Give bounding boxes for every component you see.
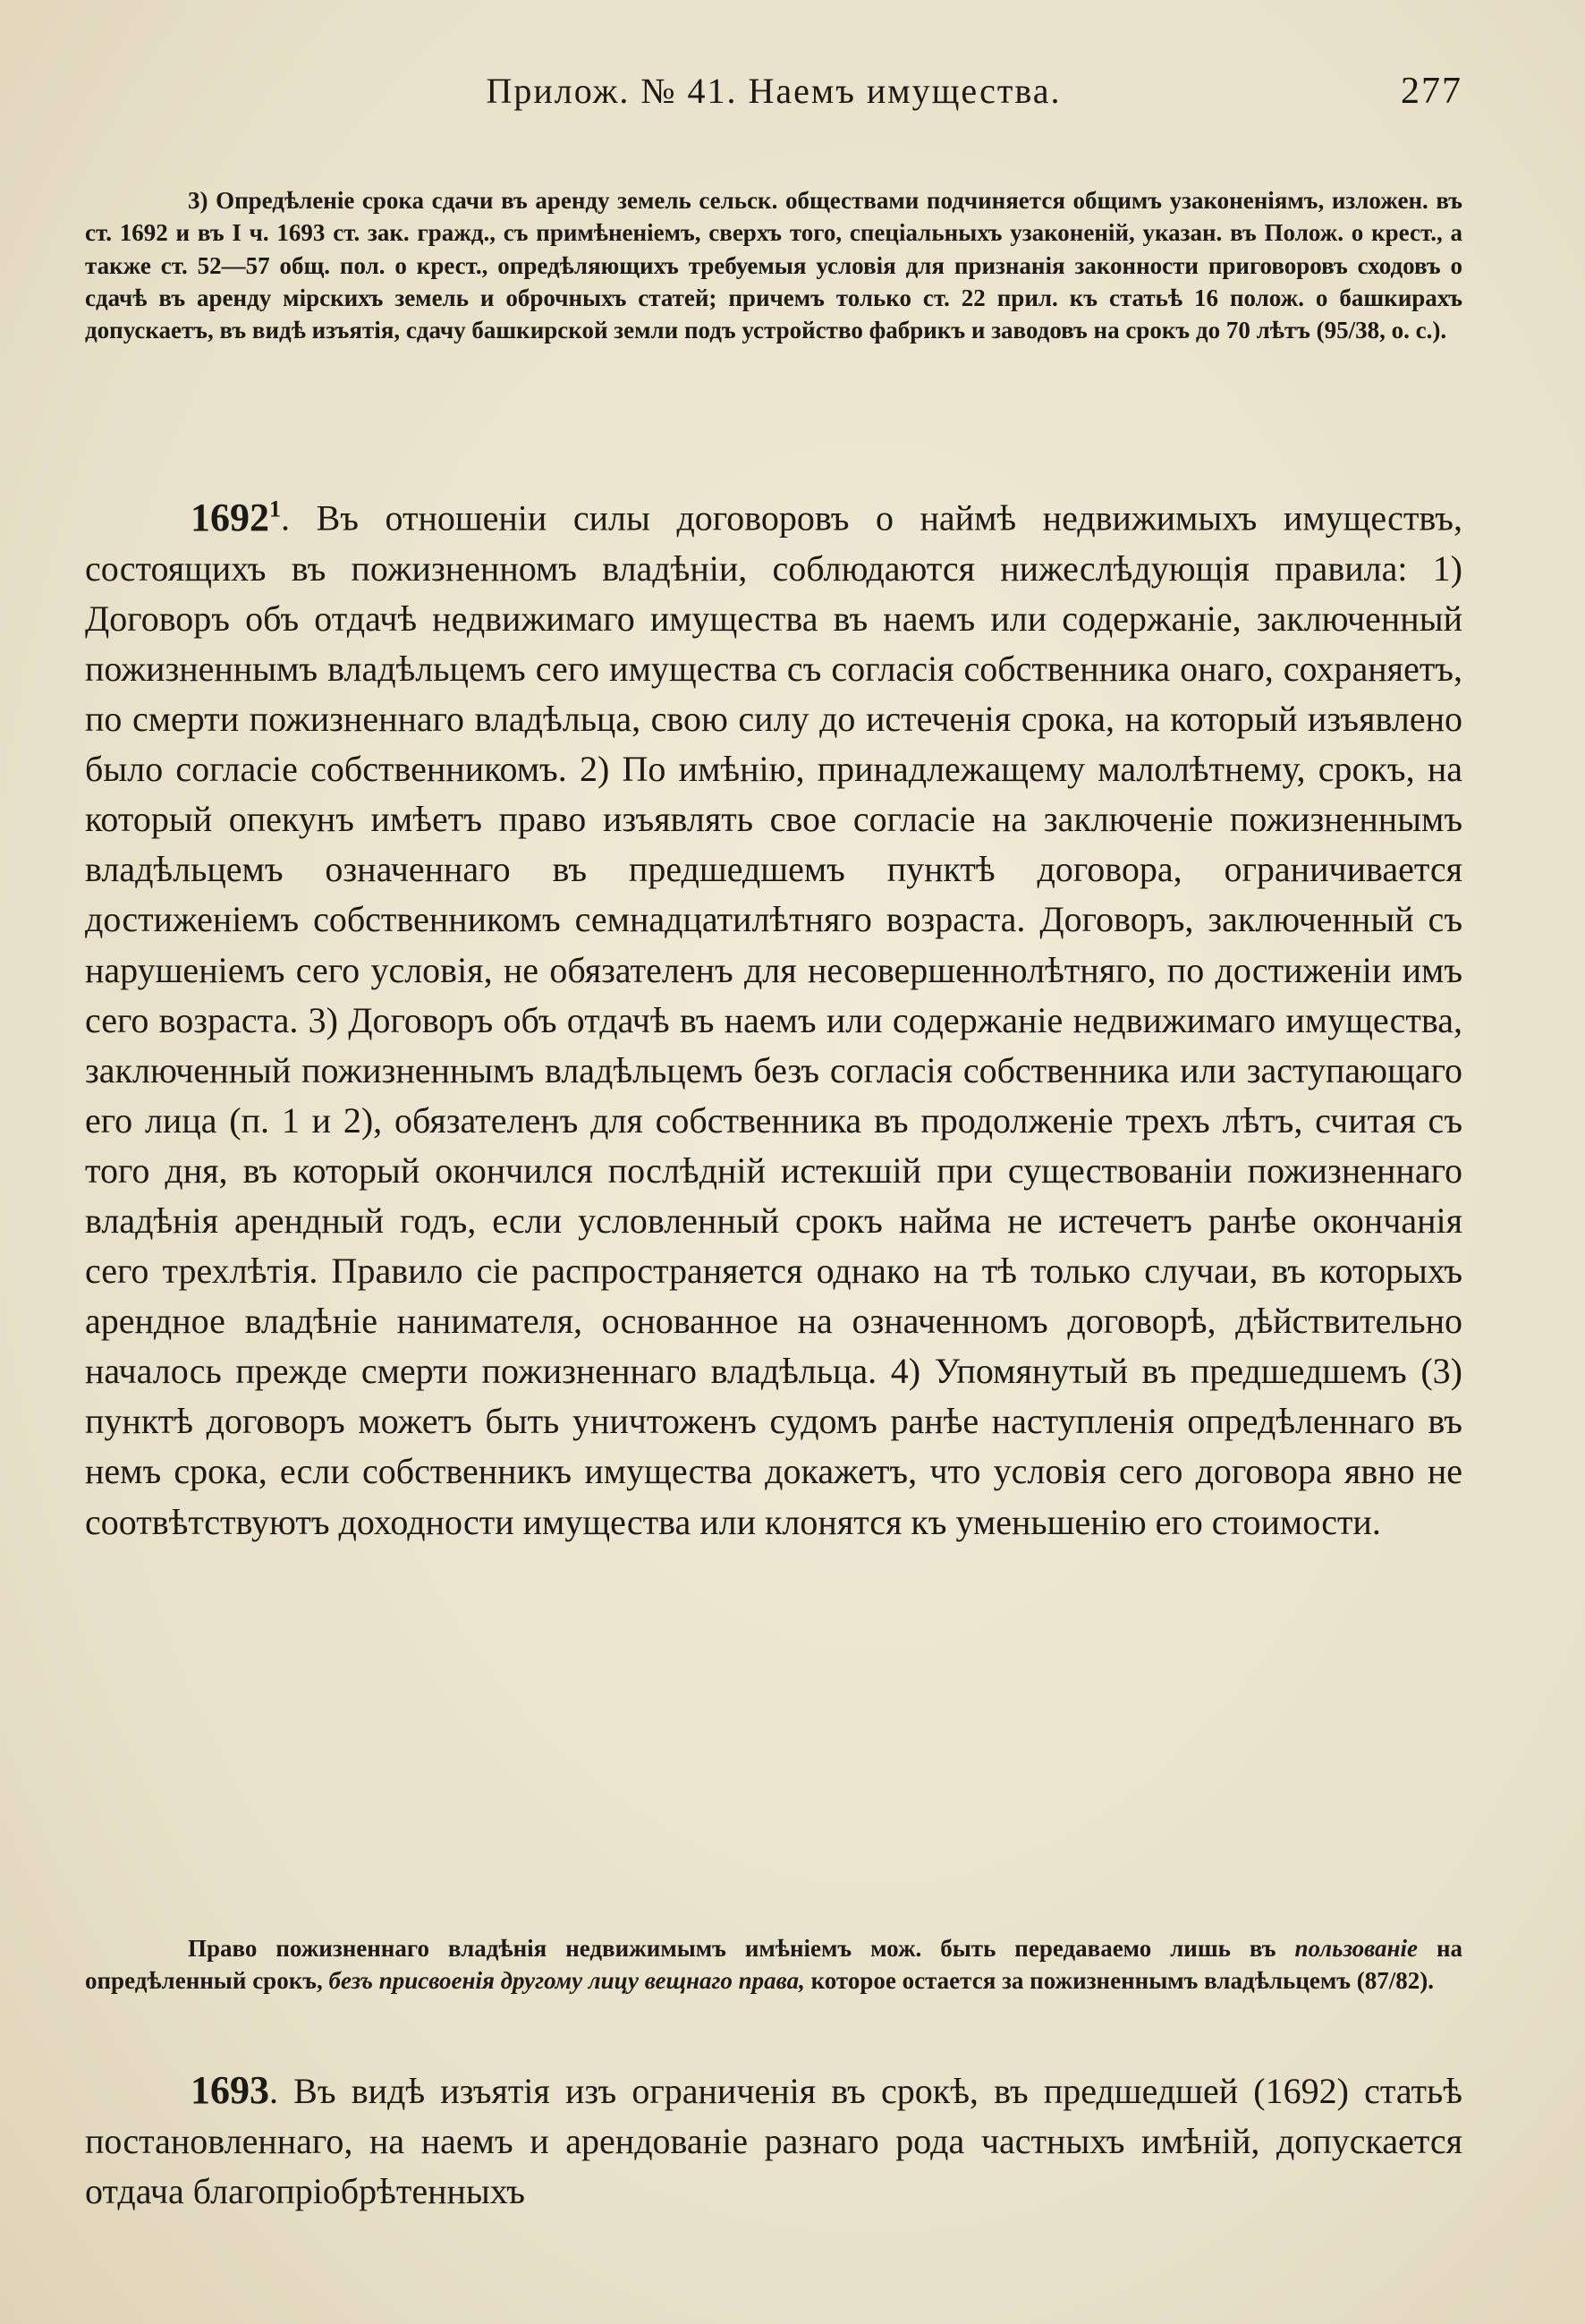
- running-title: Прилож. № 41. Наемъ имущества.: [486, 71, 1062, 111]
- article-1693: [85, 2065, 1462, 2217]
- running-header: [85, 70, 1462, 123]
- note-paragraph: 3) Опредѣленіе срока сдачи въ аренду земель сельск. обществами подчиняется общимъ узаконеніямъ, изложен. въ ст. 1692 и въ I ч. 1693 ст. зак. гражд., съ примѣненіемъ, сверхъ того, спеціальныхъ узаконеній, указан. въ Полож. о крест., а также ст. 52—57 общ. пол. о крест., опредѣляющихъ требуемыя условія для признанія законности приговоровъ сходовъ о сдачѣ въ аренду мірскихъ земель и оброчныхъ статей; причемъ только ст. 22 прил. къ статьѣ 16 полож. о башкирахъ допускаетъ, въ видѣ изъятія, сдачу башкирской земли подъ устройство фабрикъ и заводовъ на срокъ до 70 лѣтъ (95/38, о. с.).: [85, 187, 1462, 344]
- article-number-superscript: 1: [269, 496, 281, 522]
- article-text: . Въ видѣ изъятія изъ ограниченія въ срокѣ, въ предшедшей (1692) статьѣ постановленнаго, на наемъ и арендованіе разнаго рода частныхъ имѣній, допускается отдача благопріобрѣтенныхъ: [85, 2071, 1462, 2212]
- note-text: на опредѣленный срокъ,: [85, 1935, 1462, 1995]
- note-text: которое остается за пожизненнымъ владѣльцемъ (87/82).: [804, 1967, 1434, 1995]
- article-1692-1: [85, 484, 1462, 1548]
- note-italic: безъ присвоенія другому лицу вещнаго права,: [328, 1967, 805, 1995]
- article-number-value: 1692: [191, 495, 269, 539]
- article-number: 1693: [191, 2068, 269, 2112]
- article-text: . Въ отношеніи силы договоровъ о наймѣ недвижимыхъ имуществъ, состоящихъ въ пожизненномъ владѣніи, соблюдаются нижеслѣдующія правила: 1) Договоръ объ отдачѣ недвижимаго имущества въ наемъ или содержаніе, заключенный пожизненнымъ владѣльцемъ сего имущества съ согласія собственника онаго, сохраняетъ, по смерти пожизненнаго владѣльца, свою силу до истеченія срока, на который изъявлено было согласіе собственникомъ. 2) По имѣнію, принадлежащему малолѣтнему, срокъ, на который опекунъ имѣетъ право изъявлять свое согласіе на заключеніе пожизненнымъ владѣльцемъ означеннаго въ предшедшемъ пунктѣ договора, ограничивается достиженіемъ собственникомъ семнадцатилѣтняго возраста. Договоръ, заключенный съ нарушеніемъ сего условія, не обязателенъ для несовершеннолѣтняго, по достиженіи имъ сего возраста. 3) Договоръ объ отдачѣ въ наемъ или содержаніе недвижимаго имущества, заключенный пожизненнымъ владѣльцемъ безъ согласія собственника или заступающаго его лица (п. 1 и 2), обязателенъ для собственника въ продолженіе трехъ лѣтъ, считая съ того дня, въ который окончился послѣдній истекшій при существованіи пожизненнаго владѣнія арендный годъ, если условленный срокъ найма не истечетъ ранѣе окончанія сего трехлѣтія. Правило сіе распространяется однако на тѣ только случаи, въ которыхъ арендное владѣніе нанимателя, основанное на означенномъ договорѣ, дѣйствительно началось прежде смерти пожизненнаго владѣльца. 4) Упомянутый въ предшедшемъ (3) пунктѣ договоръ можетъ быть уничтоженъ судомъ ранѣе наступленія опредѣленнаго въ немъ срока, если собственникъ имущества докажетъ, что условія сего договора явно не соотвѣтствуютъ доходности имущества или клонятся къ уменьшенію его стоимости.: [85, 497, 1462, 1542]
- article-number: [191, 496, 281, 539]
- note-italic: пользованіе: [1294, 1935, 1419, 1962]
- note-paragraph: [85, 1932, 1462, 1997]
- page-number: 277: [1401, 71, 1462, 112]
- article-paragraph: [85, 484, 1462, 1548]
- note-text: Право пожизненнаго владѣнія недвижимымъ имѣніемъ мож. быть передаваемо лишь въ: [188, 1935, 1295, 1962]
- footnote-top: [85, 184, 1462, 346]
- footnote-middle: [85, 1932, 1462, 1997]
- article-paragraph: [85, 2065, 1462, 2217]
